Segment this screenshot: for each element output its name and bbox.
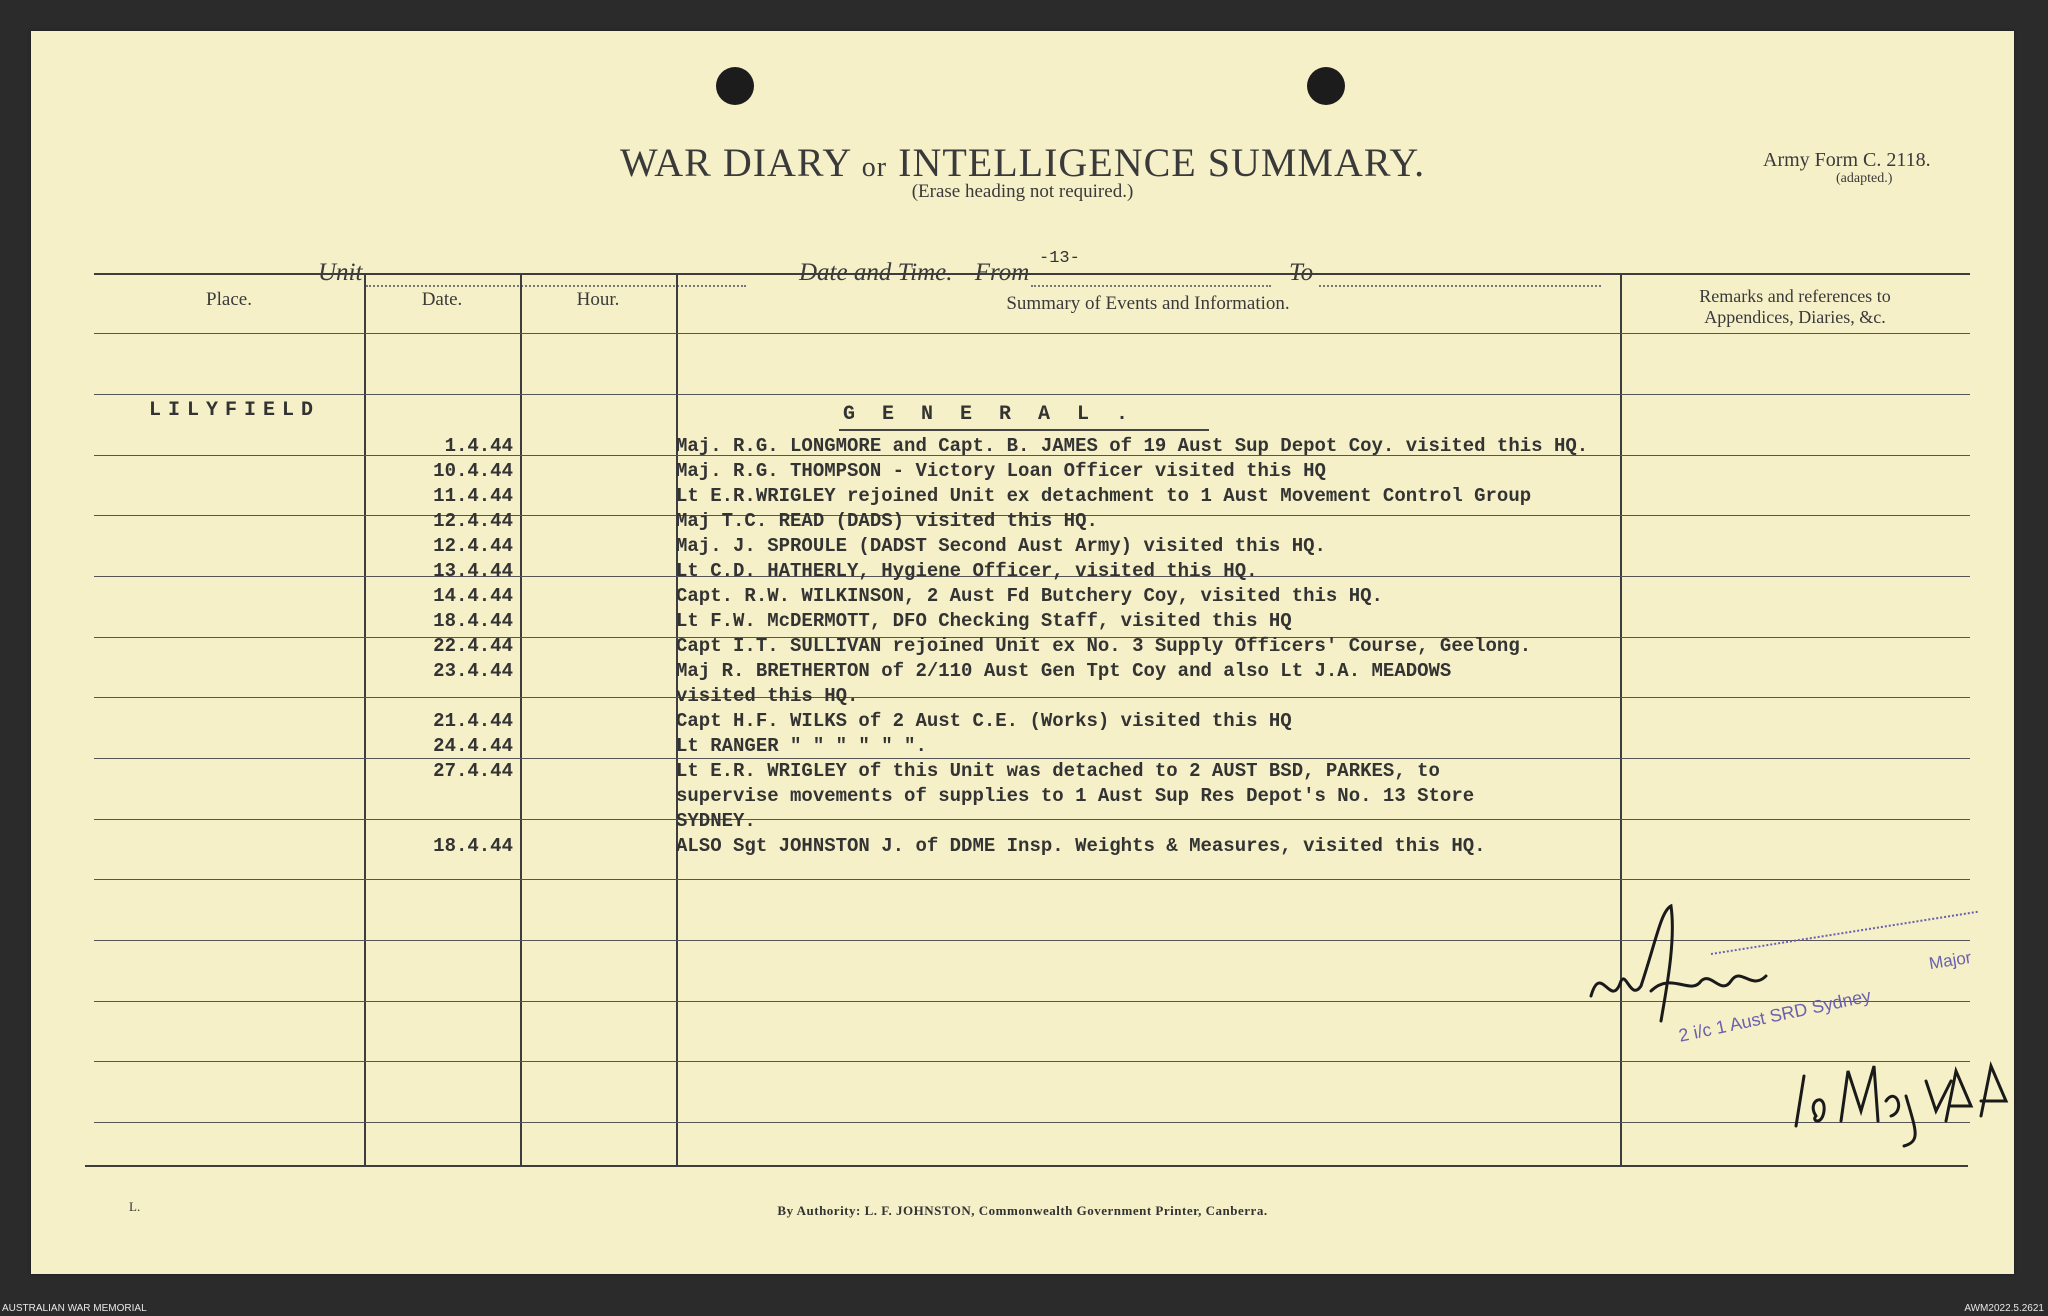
archive-caption: AUSTRALIAN WAR MEMORIAL — [2, 1303, 147, 1314]
ruled-line — [94, 879, 1970, 880]
army-form-number: Army Form C. 2118. — [1763, 149, 1931, 171]
col-header-hour: Hour. — [576, 289, 620, 310]
title-war-diary: WAR DIARY — [619, 140, 851, 185]
ruled-line — [94, 819, 1970, 820]
form-subtitle: (Erase heading not required.) — [911, 181, 1134, 202]
entry-date: 18.4.44 — [433, 835, 513, 857]
col-header-place: Place. — [206, 289, 252, 310]
diary-page — [31, 31, 2014, 1274]
entry-date: 12.4.44 — [433, 535, 513, 557]
unit-dotted-line — [366, 285, 746, 287]
entry-text: SYDNEY. — [676, 810, 756, 832]
ruled-line — [94, 394, 1970, 395]
table-bottom-rule — [85, 1165, 1968, 1167]
ruled-line — [94, 1061, 1970, 1062]
title-intelligence-summary: INTELLIGENCE SUMMARY. — [898, 140, 1426, 185]
table-top-rule — [94, 273, 1970, 275]
entry-text: Capt H.F. WILKS of 2 Aust C.E. (Works) visited this HQ — [676, 710, 1292, 732]
entry-text: Lt C.D. HATHERLY, Hygiene Officer, visited this HQ. — [676, 560, 1258, 582]
signature-date-text — [1821, 1071, 1822, 1072]
archive-reference: AWM2022.5.2621 — [1964, 1303, 2044, 1314]
entry-text: Maj T.C. READ (DADS) visited this HQ. — [676, 510, 1098, 532]
from-value: -13- — [1039, 249, 1080, 268]
entry-text: Capt. R.W. WILKINSON, 2 Aust Fd Butchery Coy, visited this HQ. — [676, 585, 1383, 607]
section-heading-underline — [839, 429, 1209, 431]
entry-text: visited this HQ. — [676, 685, 859, 707]
entry-date: 12.4.44 — [433, 510, 513, 532]
entry-date: 22.4.44 — [433, 635, 513, 657]
column-divider — [520, 273, 522, 1165]
entry-date: 18.4.44 — [433, 610, 513, 632]
entry-text: ALSO Sgt JOHNSTON J. of DDME Insp. Weights & Measures, visited this HQ. — [676, 835, 1486, 857]
remarks-header-line: Appendices, Diaries, &c. — [1704, 307, 1886, 327]
ruled-line — [94, 758, 1970, 759]
ruled-line — [94, 1122, 1970, 1123]
date-time-label: Date and Time.—From — [799, 259, 1030, 286]
title-or: or — [861, 152, 888, 183]
form-title — [31, 139, 2014, 186]
entry-date: 11.4.44 — [433, 485, 513, 507]
entry-text: Maj. R.G. THOMPSON - Victory Loan Officer visited this HQ — [676, 460, 1326, 482]
column-divider — [364, 273, 366, 1165]
punch-hole — [716, 67, 754, 105]
entry-date: 14.4.44 — [433, 585, 513, 607]
section-heading: GENERAL. — [843, 403, 1156, 426]
place-entry: LILYFIELD — [149, 399, 321, 422]
entry-date: 23.4.44 — [433, 660, 513, 682]
entry-text: Lt RANGER " " " " " ". — [676, 735, 927, 757]
ruled-line — [94, 333, 1970, 334]
entry-date: 27.4.44 — [433, 760, 513, 782]
entry-text: supervise movements of supplies to 1 Aust Sup Res Depot's No. 13 Store — [676, 785, 1475, 807]
entry-text: Lt F.W. McDERMOTT, DFO Checking Staff, visited this HQ — [676, 610, 1292, 632]
entry-text: Maj R. BRETHERTON of 2/110 Aust Gen Tpt Coy and also Lt J.A. MEADOWS — [676, 660, 1452, 682]
col-header-summary: Summary of Events and Information. — [1006, 293, 1290, 314]
printer-authority: By Authority: L. F. JOHNSTON, Commonwealth Government Printer, Canberra. — [777, 1203, 1268, 1218]
stamp-rank: Major — [1927, 947, 1973, 974]
entry-date: 10.4.44 — [433, 460, 513, 482]
entry-date: 24.4.44 — [433, 735, 513, 757]
entry-text: Lt E.R.WRIGLEY rejoined Unit ex detachment to 1 Aust Movement Control Group — [676, 485, 1532, 507]
to-label: To — [1289, 259, 1314, 286]
entry-text: Maj. R.G. LONGMORE and Capt. B. JAMES of 19 Aust Sup Depot Coy. visited this HQ. — [676, 435, 1589, 457]
to-dotted-line — [1319, 285, 1601, 287]
ruled-line — [94, 697, 1970, 698]
col-header-remarks — [1620, 286, 1970, 328]
entry-date: 13.4.44 — [433, 560, 513, 582]
army-form-adapted: (adapted.) — [1836, 171, 1893, 186]
entry-date: 21.4.44 — [433, 710, 513, 732]
punch-hole — [1307, 67, 1345, 105]
handwritten-date — [1786, 1041, 2016, 1151]
from-dotted-line — [1031, 285, 1271, 287]
col-header-date: Date. — [421, 289, 463, 310]
remarks-header-line: Remarks and references to — [1699, 286, 1891, 306]
entry-date: 1.4.44 — [444, 435, 513, 457]
entry-text: Maj. J. SPROULE (DADST Second Aust Army) visited this HQ. — [676, 535, 1326, 557]
entry-text: Lt E.R. WRIGLEY of this Unit was detached to 2 AUST BSD, PARKES, to — [676, 760, 1440, 782]
footer-letter: L. — [129, 1199, 141, 1214]
stamp-unit: 2 i/c 1 Aust SRD Sydney — [1676, 985, 1873, 1046]
unit-label: Unit — [318, 259, 363, 286]
entry-text: Capt I.T. SULLIVAN rejoined Unit ex No. 3 Supply Officers' Course, Geelong. — [676, 635, 1532, 657]
